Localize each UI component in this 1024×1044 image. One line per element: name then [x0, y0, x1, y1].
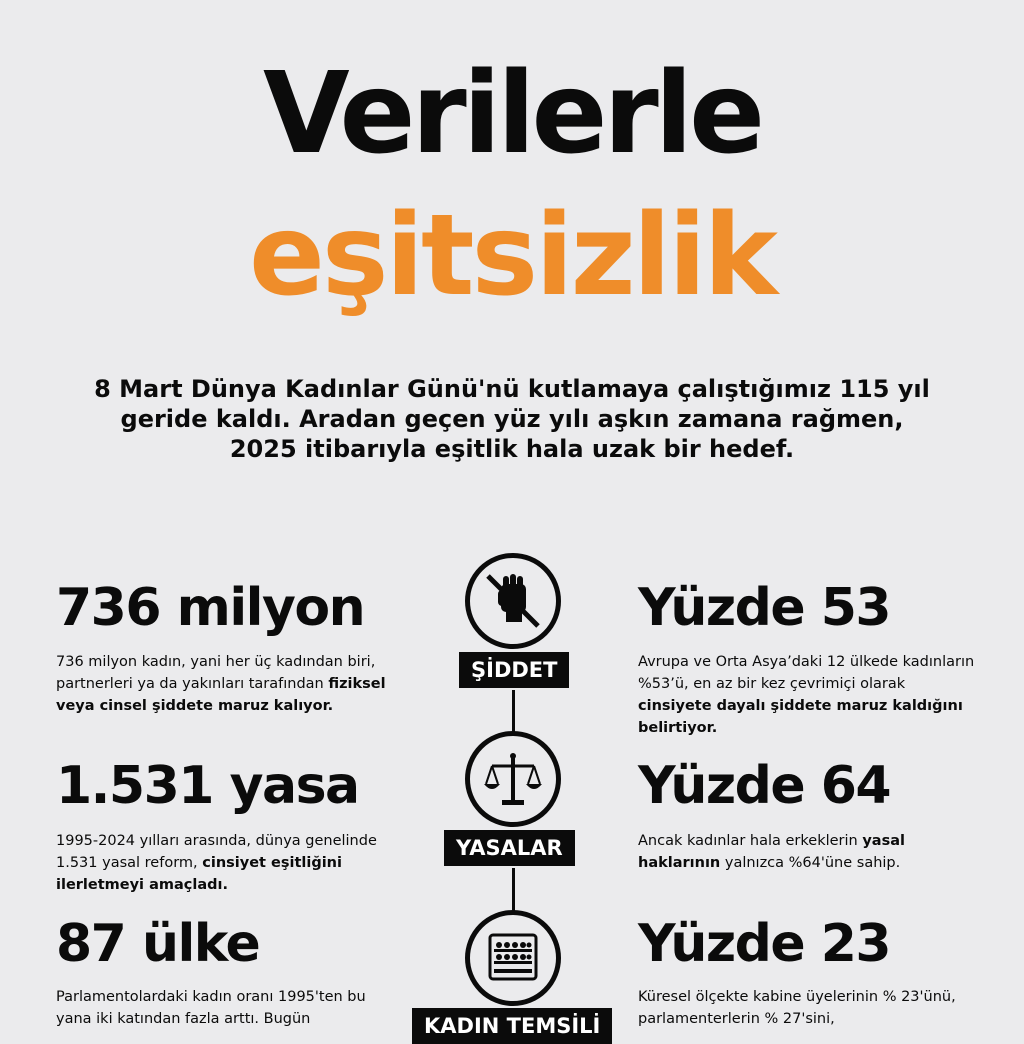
stat-desc-online-violence: Avrupa ve Orta Asya’daki 12 ülkede kadınların %53’ü, en az bir kez çevrimiçi olarak cinsiyete dayalı şiddete maruz kaldığını belirtiyor.: [638, 654, 975, 736]
stat-desc-violence-count: 736 milyon kadın, yani her üç kadından biri, partnerleri ya da yakınları tarafından fiziksel veya cinsel şiddete maruz kalıyor.: [56, 654, 386, 714]
timeline-label-violence: ŞİDDET: [459, 652, 569, 688]
scales-of-justice-icon: [476, 742, 550, 816]
stat-desc-legal-rights: Ancak kadınlar hala erkeklerin yasal haklarının yalnızca %64'üne sahip.: [638, 833, 905, 871]
parliament-seats-icon: [476, 921, 550, 995]
intro-text: 8 Mart Dünya Kadınlar Günü'nü kutlamaya çalıştığımız 115 yıl geride kaldı. Aradan geçen yüz yılı aşkın zamana rağmen, 2025 itibarıyla eşitlik hala uzak bir hedef.: [94, 375, 930, 463]
stat-title-online-violence: Yüzde 53: [638, 578, 891, 638]
stat-desc-country-count: Parlamentolardaki kadın oranı 1995'ten bu yana iki katından fazla arttı. Bugün: [56, 989, 366, 1027]
page-title-line1: Verilerle: [262, 49, 762, 179]
page-title-line2: eşitsizlik: [248, 191, 776, 321]
timeline-label-representation: KADIN TEMSİLİ: [412, 1008, 612, 1044]
stat-desc-laws-count: 1995-2024 yılları arasında, dünya genelinde 1.531 yasal reform, cinsiyet eşitliğini ilerletmeyi amaçladı.: [56, 833, 377, 893]
stat-desc-cabinet-share: Küresel ölçekte kabine üyelerinin % 23'ünü, parlamenterlerin % 27'sini,: [638, 989, 956, 1027]
timeline-label-laws: YASALAR: [444, 830, 575, 866]
timeline-circle-representation: [465, 910, 561, 1006]
stat-title-country-count: 87 ülke: [56, 914, 260, 974]
stat-title-legal-rights: Yüzde 64: [638, 756, 891, 816]
stat-title-cabinet-share: Yüzde 23: [638, 914, 891, 974]
no-violence-fist-icon: [476, 564, 550, 638]
stat-title-laws-count: 1.531 yasa: [56, 756, 359, 816]
timeline-circle-laws: [465, 731, 561, 827]
stat-title-violence-count: 736 milyon: [56, 578, 365, 638]
timeline-circle-violence: [465, 553, 561, 649]
